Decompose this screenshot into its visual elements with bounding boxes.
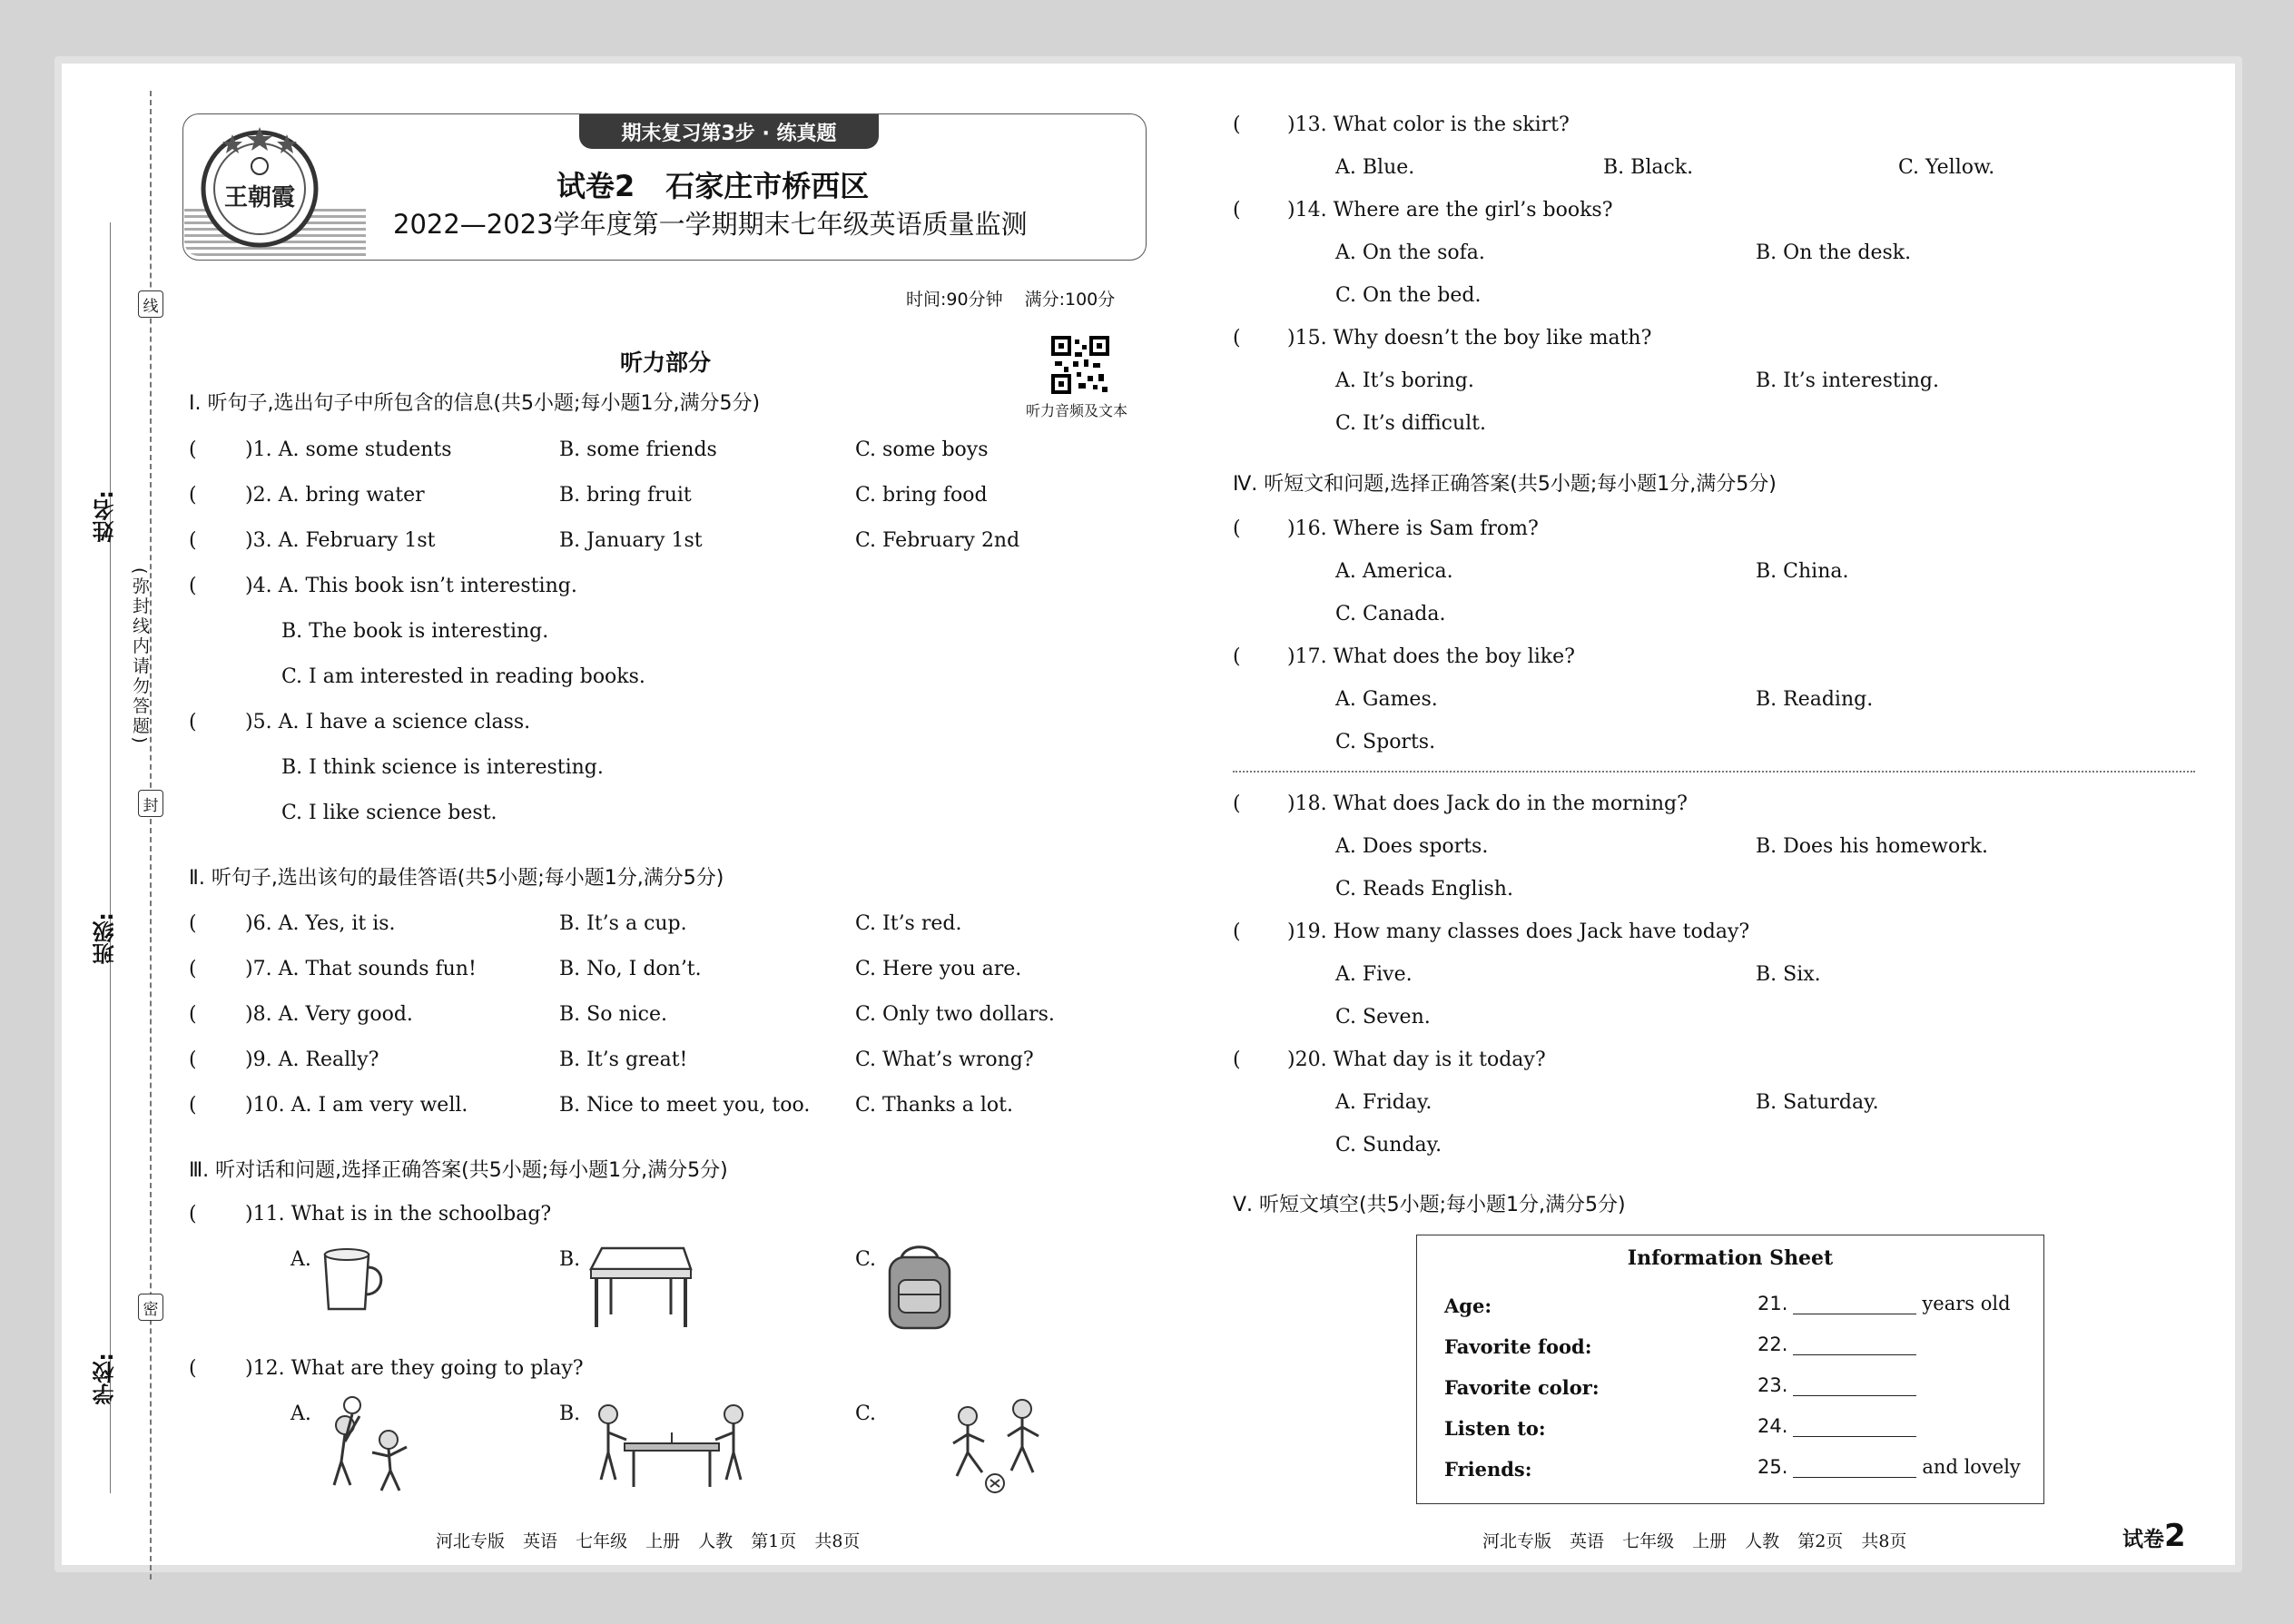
- info-row-color-label: Favorite color:: [1444, 1376, 1600, 1399]
- q18-option-a: A. Does sports.: [1335, 835, 1489, 858]
- info-row-food-label: Favorite food:: [1444, 1335, 1592, 1358]
- q11-option-a: A.: [290, 1248, 311, 1271]
- ping-pong-image: [581, 1396, 763, 1496]
- q19-option-b: B. Six.: [1756, 963, 1821, 986]
- answer-blank-12[interactable]: (: [189, 1357, 197, 1380]
- name-label: 姓名:: [93, 490, 118, 543]
- binding-char-mi: 密: [138, 1294, 163, 1321]
- q4-option-c: C. I am interested in reading books.: [281, 665, 645, 688]
- q17-option-c: C. Sports.: [1335, 731, 1436, 753]
- q16-option-a: A. America.: [1335, 560, 1453, 583]
- answer-blank-17[interactable]: (: [1233, 645, 1241, 668]
- q12-stem: )12. What are they going to play?: [245, 1357, 584, 1380]
- answer-blank-1[interactable]: (: [189, 438, 197, 461]
- q13-stem: )13. What color is the skirt?: [1287, 113, 1570, 136]
- district: 石家庄市桥西区: [665, 169, 870, 203]
- answer-blank-14[interactable]: (: [1233, 199, 1241, 221]
- info-row-color: [1757, 1374, 1922, 1396]
- answer-blank-4[interactable]: (: [189, 575, 197, 597]
- q17-option-b: B. Reading.: [1756, 688, 1874, 711]
- info-row-friends: [1757, 1456, 2021, 1478]
- q16-option-b: B. China.: [1756, 560, 1849, 583]
- q20-option-c: C. Sunday.: [1335, 1134, 1442, 1156]
- logo-emblem: [196, 125, 323, 252]
- q8-option-b: B. So nice.: [559, 1003, 668, 1026]
- q20-option-b: B. Saturday.: [1756, 1091, 1879, 1114]
- q6-option-c: C. It’s red.: [855, 912, 962, 935]
- q13-option-b: B. Black.: [1603, 156, 1694, 179]
- full-marks: 满分:100分: [1024, 290, 1116, 310]
- q6-option-a: )6. A. Yes, it is.: [245, 912, 396, 935]
- cup-image: [316, 1244, 389, 1316]
- paper-title: [556, 163, 869, 205]
- binding-char-feng: 封: [138, 790, 163, 817]
- q3-option-a: )3. A. February 1st: [245, 529, 436, 552]
- blank-25-input[interactable]: [1793, 1459, 1916, 1478]
- section-1-heading: Ⅰ. 听句子,选出句子中所包含的信息(共5小题;每小题1分,满分5分): [189, 392, 761, 415]
- q7-option-b: B. No, I don’t.: [559, 958, 702, 980]
- schoolbag-image: [879, 1244, 960, 1334]
- info-row-age: [1757, 1293, 2011, 1314]
- q10-option-a: )10. A. I am very well.: [245, 1094, 468, 1117]
- q8-option-a: )8. A. Very good.: [245, 1003, 413, 1026]
- q6-option-b: B. It’s a cup.: [559, 912, 687, 935]
- q16-stem: )16. Where is Sam from?: [1287, 517, 1539, 540]
- listening-title: 听力部分: [620, 349, 712, 376]
- info-sheet-title: Information Sheet: [1627, 1246, 1834, 1270]
- blank-25-suffix: and lovely: [1922, 1456, 2021, 1478]
- info-sheet: [1416, 1235, 2044, 1504]
- q16-option-c: C. Canada.: [1335, 603, 1446, 625]
- info-row-food: [1757, 1334, 1922, 1355]
- q14-option-b: B. On the desk.: [1756, 241, 1912, 264]
- q3-option-c: C. February 2nd: [855, 529, 1020, 552]
- logo: [196, 125, 323, 252]
- blank-21-input[interactable]: [1793, 1295, 1916, 1314]
- q19-stem: )19. How many classes does Jack have today?: [1287, 920, 1750, 943]
- q15-option-b: B. It’s interesting.: [1756, 369, 1939, 392]
- time-limit: 时间:90分钟: [906, 290, 1003, 310]
- binding-notice: (弥封线内请勿答题): [130, 567, 150, 746]
- class-label: 班级:: [93, 912, 118, 965]
- section-3-heading: Ⅲ. 听对话和问题,选择正确答案(共5小题;每小题1分,满分5分): [189, 1159, 728, 1182]
- section-5-heading: Ⅴ. 听短文填空(共5小题;每小题1分,满分5分): [1233, 1194, 1626, 1216]
- answer-blank-13[interactable]: (: [1233, 113, 1241, 136]
- q12-option-b: B.: [559, 1403, 581, 1425]
- q11-option-b: B.: [559, 1248, 581, 1271]
- answer-blank-9[interactable]: (: [189, 1048, 197, 1071]
- blank-22-input[interactable]: [1793, 1336, 1916, 1355]
- blank-21-suffix: years old: [1922, 1293, 2011, 1314]
- blank-24-input[interactable]: [1793, 1418, 1916, 1437]
- q1-option-c: C. some boys: [855, 438, 989, 461]
- football-kids-image: [931, 1396, 1068, 1496]
- q13-option-a: A. Blue.: [1335, 156, 1415, 179]
- name-field-line[interactable]: [113, 336, 114, 472]
- answer-blank-2[interactable]: (: [189, 484, 197, 507]
- banner-tab: [579, 114, 879, 149]
- q9-option-b: B. It’s great!: [559, 1048, 688, 1071]
- q11-stem: )11. What is in the schoolbag?: [245, 1203, 552, 1225]
- q2-option-b: B. bring fruit: [559, 484, 692, 507]
- info-row-listen-label: Listen to:: [1444, 1417, 1546, 1440]
- answer-blank-7[interactable]: (: [189, 958, 197, 980]
- answer-blank-10[interactable]: (: [189, 1094, 197, 1117]
- paper-badge-number: 2: [2164, 1518, 2186, 1554]
- q20-stem: )20. What day is it today?: [1287, 1048, 1546, 1071]
- blank-23-number: 23.: [1757, 1374, 1788, 1396]
- q14-stem: )14. Where are the girl’s books?: [1287, 199, 1613, 221]
- q15-option-a: A. It’s boring.: [1335, 369, 1474, 392]
- q8-option-c: C. Only two dollars.: [855, 1003, 1055, 1026]
- answer-blank-15[interactable]: (: [1233, 327, 1241, 349]
- q4-option-b: B. The book is interesting.: [281, 620, 549, 643]
- q18-option-c: C. Reads English.: [1335, 878, 1513, 901]
- q20-option-a: A. Friday.: [1335, 1091, 1433, 1114]
- answer-blank-16[interactable]: (: [1233, 517, 1241, 540]
- exam-sheet: [54, 56, 2242, 1572]
- answer-blank-19[interactable]: (: [1233, 920, 1241, 943]
- answer-blank-8[interactable]: (: [189, 1003, 197, 1026]
- footer-left: 河北专版 英语 七年级 上册 人教 第1页 共8页: [436, 1531, 861, 1551]
- info-row-friends-label: Friends:: [1444, 1458, 1532, 1481]
- info-row-age-label: Age:: [1444, 1294, 1492, 1317]
- answer-blank-3[interactable]: (: [189, 529, 197, 552]
- q19-option-c: C. Seven.: [1335, 1006, 1431, 1029]
- time-info: [906, 286, 1115, 310]
- q13-option-c: C. Yellow.: [1898, 156, 1995, 179]
- q14-option-a: A. On the sofa.: [1335, 241, 1485, 264]
- blank-21-number: 21.: [1757, 1293, 1788, 1314]
- dotted-divider: [1233, 771, 2195, 773]
- q10-option-b: B. Nice to meet you, too.: [559, 1094, 811, 1117]
- q14-option-c: C. On the bed.: [1335, 284, 1482, 307]
- binding-solid-line: [110, 222, 111, 1493]
- blank-25-number: 25.: [1757, 1456, 1788, 1478]
- q15-option-c: C. It’s difficult.: [1335, 412, 1486, 435]
- answer-blank-5[interactable]: (: [189, 711, 197, 733]
- qr-caption: 听力音频及文本: [1026, 402, 1128, 419]
- paper-no: 试卷2: [556, 169, 635, 203]
- q5-option-a: )5. A. I have a science class.: [245, 711, 531, 733]
- paper-badge: [2122, 1518, 2186, 1554]
- q3-option-b: B. January 1st: [559, 529, 703, 552]
- answer-blank-11[interactable]: (: [189, 1203, 197, 1225]
- answer-blank-6[interactable]: (: [189, 912, 197, 935]
- footer-right: 河北专版 英语 七年级 上册 人教 第2页 共8页: [1482, 1531, 1907, 1551]
- qr-code-icon: [1051, 336, 1109, 394]
- binding-char-xian: 线: [138, 290, 163, 318]
- q9-option-a: )9. A. Really?: [245, 1048, 379, 1071]
- paper-badge-text: 试卷: [2122, 1528, 2164, 1551]
- q2-option-a: )2. A. bring water: [245, 484, 425, 507]
- blank-22-number: 22.: [1757, 1334, 1788, 1355]
- q7-option-a: )7. A. That sounds fun!: [245, 958, 477, 980]
- qr-code[interactable]: [1051, 336, 1109, 394]
- q12-option-a: A.: [290, 1403, 311, 1425]
- q10-option-c: C. Thanks a lot.: [855, 1094, 1014, 1117]
- q17-option-a: A. Games.: [1335, 688, 1438, 711]
- class-field-line[interactable]: [113, 799, 114, 899]
- q12-option-c: C.: [855, 1403, 877, 1425]
- info-row-listen: [1757, 1415, 1922, 1437]
- q15-stem: )15. Why doesn’t the boy like math?: [1287, 327, 1652, 349]
- logo-text: 王朝霞: [223, 184, 296, 212]
- q17-stem: )17. What does the boy like?: [1287, 645, 1575, 668]
- banner-text: 期末复习第3步 · 练真题: [621, 122, 837, 145]
- q11-option-c: C.: [855, 1248, 877, 1271]
- school-field-line[interactable]: [113, 1244, 114, 1343]
- section-4-heading: Ⅳ. 听短文和问题,选择正确答案(共5小题;每小题1分,满分5分): [1233, 473, 1777, 496]
- school-label: 学校:: [93, 1353, 118, 1405]
- q2-option-c: C. bring food: [855, 484, 988, 507]
- volleyball-kids-image: [309, 1396, 427, 1496]
- blank-24-number: 24.: [1757, 1415, 1788, 1437]
- q19-option-a: A. Five.: [1335, 963, 1413, 986]
- q5-option-b: B. I think science is interesting.: [281, 756, 604, 779]
- q1-option-a: )1. A. some students: [245, 438, 452, 461]
- answer-blank-18[interactable]: (: [1233, 792, 1241, 815]
- q7-option-c: C. Here you are.: [855, 958, 1022, 980]
- q9-option-c: C. What’s wrong?: [855, 1048, 1034, 1071]
- q18-stem: )18. What does Jack do in the morning?: [1287, 792, 1688, 815]
- q18-option-b: B. Does his homework.: [1756, 835, 1989, 858]
- q1-option-b: B. some friends: [559, 438, 717, 461]
- q4-option-a: )4. A. This book isn’t interesting.: [245, 575, 577, 597]
- table-image: [584, 1244, 693, 1330]
- q5-option-c: C. I like science best.: [281, 802, 497, 824]
- blank-23-input[interactable]: [1793, 1377, 1916, 1396]
- answer-blank-20[interactable]: (: [1233, 1048, 1241, 1071]
- exam-title: 2022—2023学年度第一学期期末七年级英语质量监测: [393, 209, 1028, 240]
- section-2-heading: Ⅱ. 听句子,选出该句的最佳答语(共5小题;每小题1分,满分5分): [189, 867, 724, 890]
